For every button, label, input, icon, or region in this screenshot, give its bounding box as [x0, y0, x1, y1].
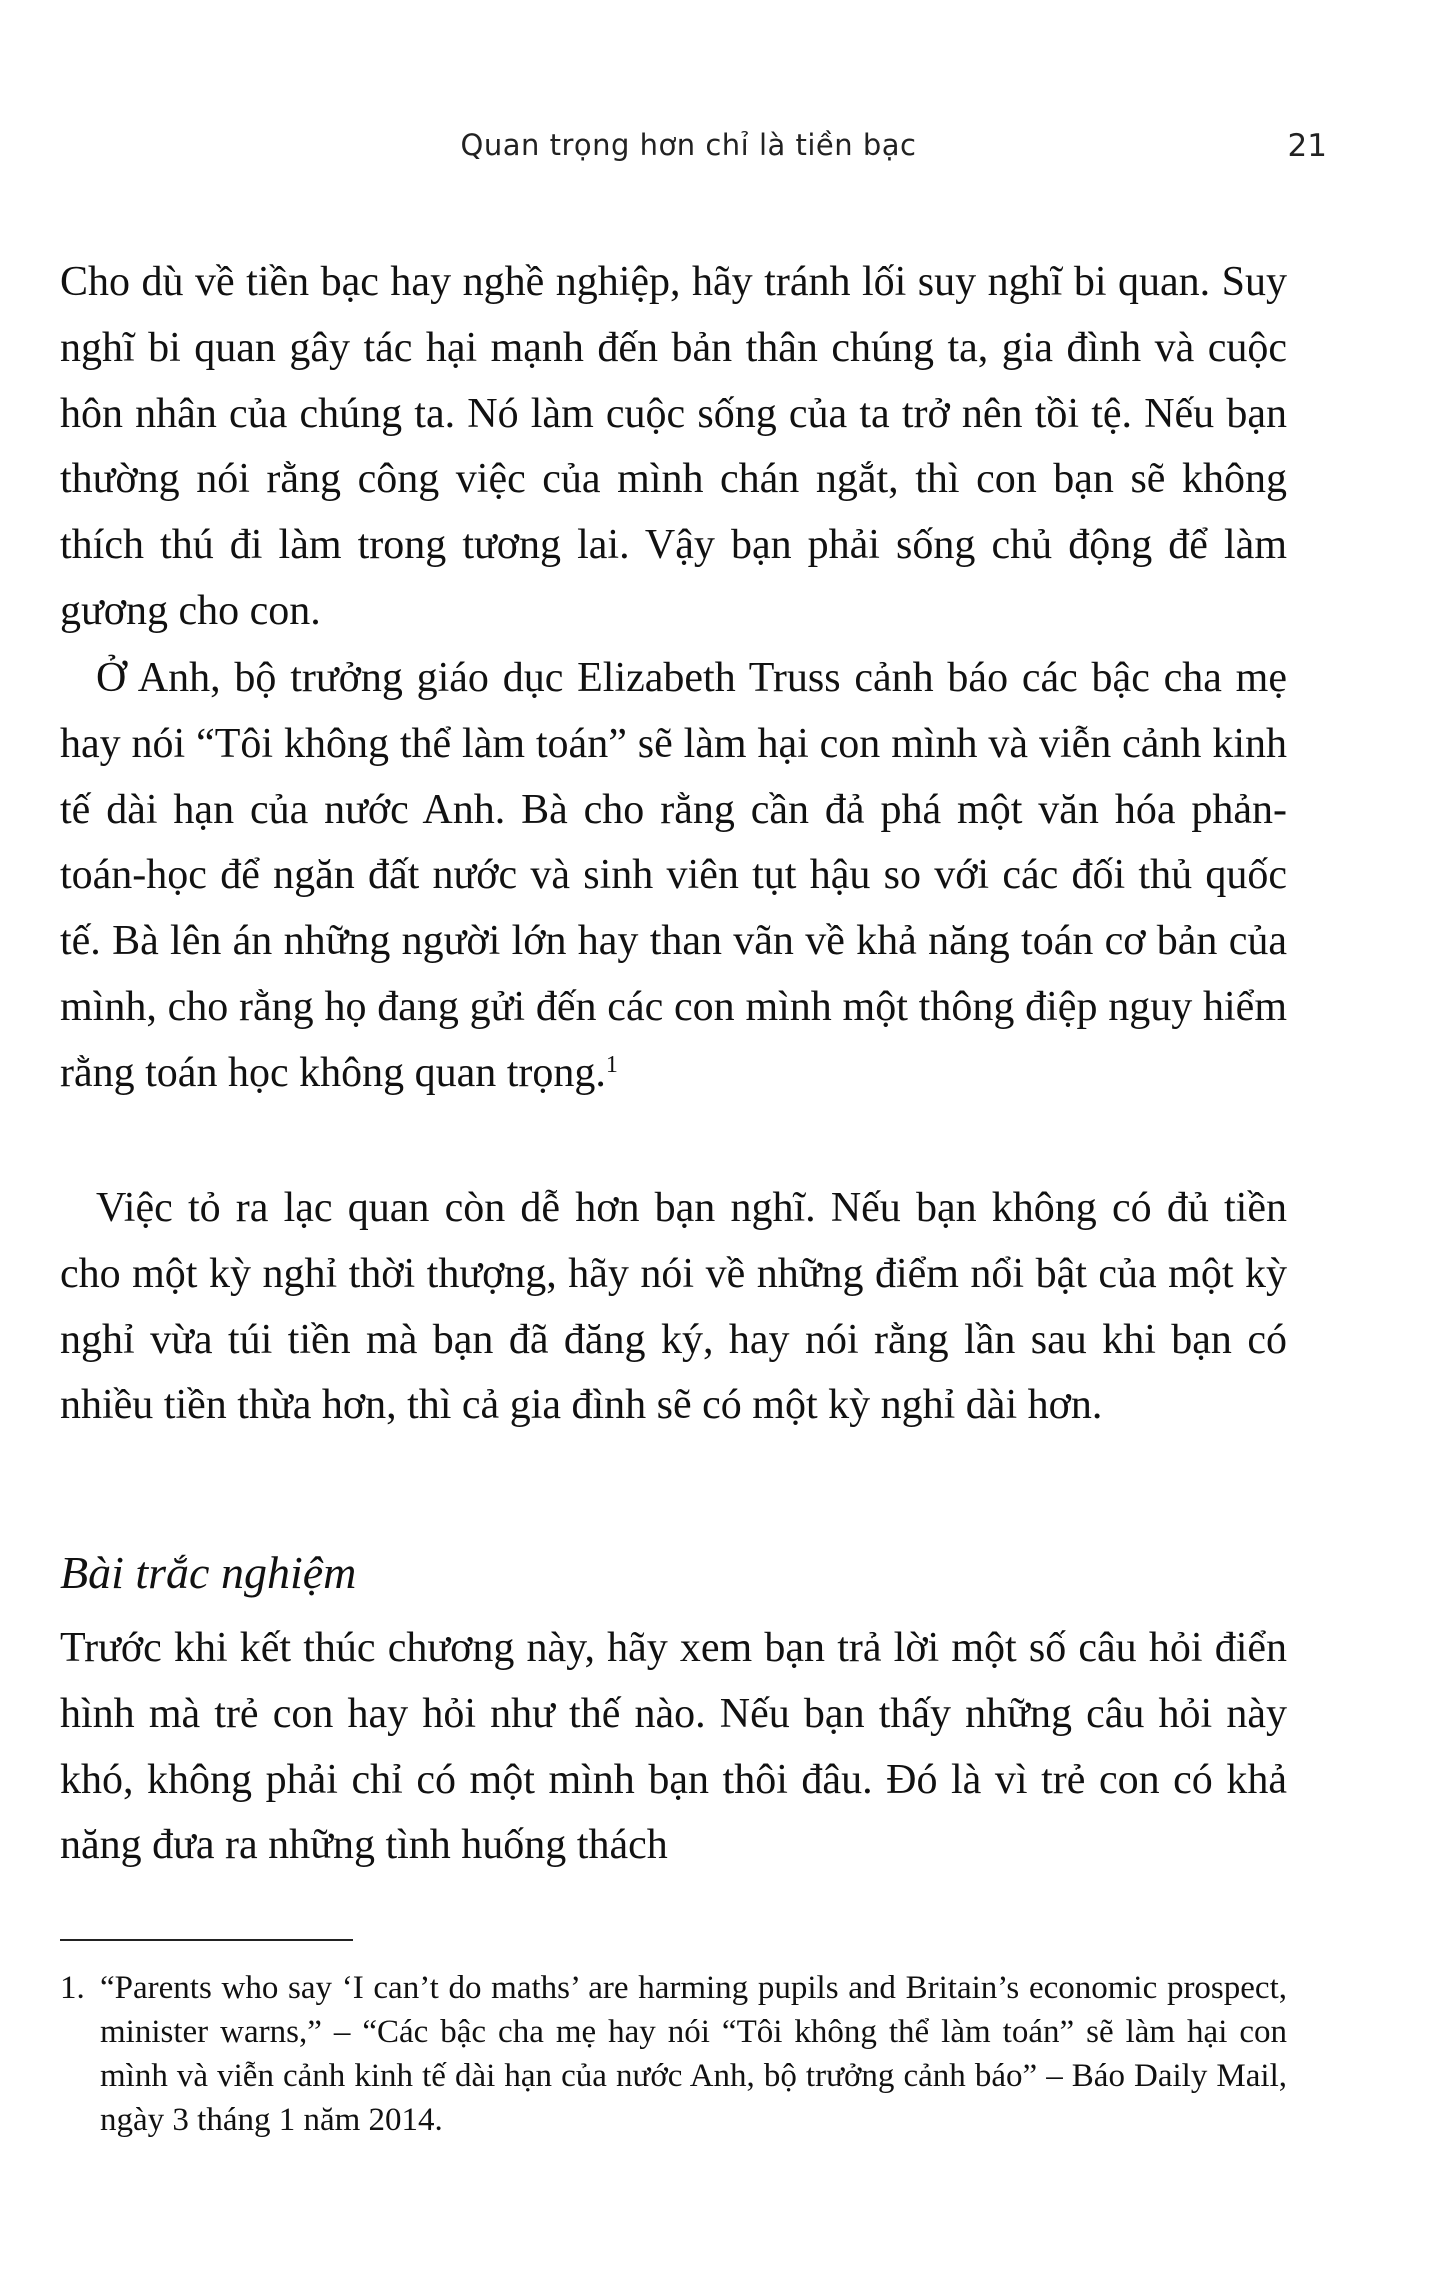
- running-header: [95, 128, 1327, 178]
- footnote-text: “Parents who say ‘I can’t do maths’ are harming pupils and Britain’s economic prospect, minister warns,” – “Các bậc cha mẹ hay nói “Tôi không thể làm toán” sẽ làm hại con mình và viễn cảnh kinh tế dài hạn của nước Anh, bộ trưởng cảnh báo” – Báo Daily Mail, ngày 3 tháng 1 năm 2014.: [100, 1970, 1287, 2138]
- paragraph-2: [60, 646, 1287, 1107]
- paragraph-3: Việc tỏ ra lạc quan còn dễ hơn bạn nghĩ. Nếu bạn không có đủ tiền cho một kỳ nghỉ thời thượng, hãy nói về những điểm nổi bật của một kỳ nghỉ vừa túi tiền mà bạn đã đăng ký, hay nói rằng lần sau khi bạn có nhiều tiền thừa hơn, thì cả gia đình sẽ có một kỳ nghỉ dài hơn.: [60, 1185, 1287, 1429]
- footnote-number: 1.: [60, 1970, 85, 2006]
- footnote-reference[interactable]: 1: [605, 1051, 618, 1078]
- footnote: [60, 1966, 1287, 2142]
- section-paragraph: Trước khi kết thúc chương này, hãy xem bạn trả lời một số câu hỏi điển hình mà trẻ con hay hỏi như thế nào. Nếu bạn thấy những câu hỏi này khó, không phải chỉ có một mình bạn thôi đâu. Đó là vì trẻ con có khả năng đưa ra những tình huống thách: [60, 1625, 1287, 1869]
- running-title: Quan trọng hơn chỉ là tiền bạc: [460, 128, 917, 162]
- footnote-divider: [60, 1939, 353, 1941]
- paragraph-2-text: Ở Anh, bộ trưởng giáo dục Elizabeth Truss cảnh báo các bậc cha mẹ hay nói “Tôi không thể làm toán” sẽ làm hại con mình và viễn cảnh kinh tế dài hạn của nước Anh. Bà cho rằng cần đả phá một văn hóa phản-toán-học để ngăn đất nước và sinh viên tụt hậu so với các đối thủ quốc tế. Bà lên án những người lớn hay than vãn về khả năng toán cơ bản của mình, cho rằng họ đang gửi đến các con mình một thông điệp nguy hiểm rằng toán học không quan trọng.: [60, 655, 1287, 1096]
- page-number: 21: [1287, 128, 1327, 164]
- section-heading: Bài trắc nghiệm: [60, 1547, 357, 1598]
- paragraph-1: Cho dù về tiền bạc hay nghề nghiệp, hãy tránh lối suy nghĩ bi quan. Suy nghĩ bi quan gây tác hại mạnh đến bản thân chúng ta, gia đình và cuộc hôn nhân của chúng ta. Nó làm cuộc sống của ta trở nên tồi tệ. Nếu bạn thường nói rằng công việc của mình chán ngắt, thì con bạn sẽ không thích thú đi làm trong tương lai. Vậy bạn phải sống chủ động để làm gương cho con.: [60, 259, 1287, 634]
